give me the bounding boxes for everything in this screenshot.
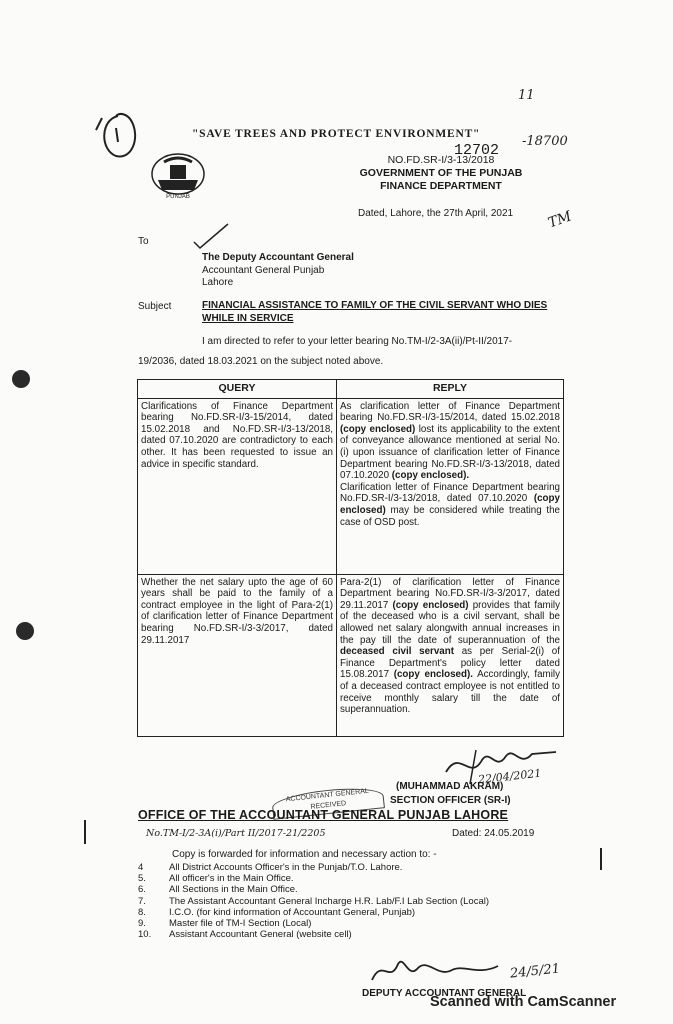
to-label: To bbox=[138, 236, 149, 247]
subject-label: Subject bbox=[138, 301, 172, 312]
table-row bbox=[138, 574, 564, 736]
pen-mark bbox=[84, 820, 86, 844]
camscanner-watermark: Scanned with CamScanner bbox=[430, 994, 617, 1010]
deputy-title: DEPUTY ACCOUNTANT GENERAL bbox=[362, 988, 527, 999]
list-item: 10. Assistant Accountant General (website cell) bbox=[138, 929, 352, 941]
received-stamp: ACCOUNTANT GENERAL RECEIVED bbox=[271, 784, 385, 820]
reply-text-bold: (copy enclosed) bbox=[340, 493, 560, 516]
recipient-line-1: The Deputy Accountant General bbox=[202, 252, 354, 263]
reply-text: provides that family of the deceased who is a civil servant, shall be allowed net salary alongwith annual increases in the pay till the date of superannuation of the bbox=[340, 599, 560, 646]
officer-name: (MUHAMMAD AKRAM) bbox=[396, 781, 504, 792]
recipient-line-3: Lahore bbox=[202, 277, 234, 288]
government-name: GOVERNMENT OF THE PUNJAB bbox=[359, 167, 523, 179]
letter-date: Dated, Lahore, the 27th April, 2021 bbox=[358, 208, 514, 219]
intro-line-1: I am directed to refer to your letter bearing No.TM-I/2-3A(ii)/Pt-II/2017- bbox=[202, 336, 513, 347]
list-item: 8. I.C.O. (for kind information of Accountant General, Punjab) bbox=[138, 906, 416, 918]
deputy-signature bbox=[368, 950, 518, 990]
recipient-line-2: Accountant General Punjab bbox=[202, 264, 325, 276]
reply-header: REPLY bbox=[337, 380, 564, 399]
reply-text: Clarification letter of Finance Department bearing No.FD.SR-I/3-13/2018, dated 07.10.2020 bbox=[340, 481, 560, 505]
list-item: 9. Master file of TM-I Section (Local) bbox=[138, 918, 312, 930]
reply-cell bbox=[337, 574, 564, 736]
handwritten-mark-icon bbox=[88, 98, 148, 168]
motto: "SAVE TREES AND PROTECT ENVIRONMENT" bbox=[192, 128, 481, 140]
svg-text:PUNJAB: PUNJAB bbox=[166, 194, 190, 200]
reply-text-bold: deceased civil servant bbox=[340, 646, 454, 658]
reply-cell bbox=[337, 398, 564, 574]
signature-date: 22/04/2021 bbox=[477, 766, 542, 787]
punch-hole-top bbox=[12, 370, 30, 388]
agp-office-title: OFFICE OF THE ACCOUNTANT GENERAL PUNJAB LAHORE bbox=[138, 808, 509, 822]
deputy-signature-date: 24/5/21 bbox=[509, 961, 561, 982]
tm-initials: TM bbox=[545, 208, 574, 232]
page-mark: 11 bbox=[518, 88, 535, 103]
stamp-number: 12702 bbox=[454, 142, 500, 159]
copy-forward-line: Copy is forwarded for information and necessary action to: - bbox=[172, 849, 437, 860]
department-name: FINANCE DEPARTMENT bbox=[380, 180, 502, 192]
list-item: 6. All Sections in the Main Office. bbox=[138, 884, 298, 896]
reply-text: lost its applicability to the extent of conveyance allowance mentioned at serial No.(i) upon issuance of clarification letter of Finance Department bearing No.FD.SR-I/3-13/2018, dated 07.10.2020 bbox=[340, 423, 560, 482]
query-cell: Whether the net salary upto the age of 60 years shall be paid to the family of a contract employee in the light of Para-2(1) of clarification letter of Finance Department bearing No.FD.SR-I/3-3/2017, dated 29.11.2017 bbox=[138, 574, 337, 736]
reply-text: As clarification letter of Finance Department bearing No.FD.SR-I/3-15/2014, dated 15.02.2018 bbox=[340, 400, 560, 424]
list-item: 4 All District Accounts Officer's in the Punjab/T.O. Lahore. bbox=[138, 862, 403, 873]
intro-line-2: 19/2036, dated 18.03.2021 on the subject noted above. bbox=[138, 356, 384, 367]
punjab-government-logo bbox=[148, 152, 208, 200]
table-row bbox=[138, 398, 564, 574]
reply-text: may be considered while treating the case of OSD post. bbox=[340, 504, 560, 528]
reply-text: as per Serial-2(i) of Finance Department's policy letter dated 15.08.2017 bbox=[340, 646, 560, 681]
punch-hole-bottom bbox=[16, 622, 34, 640]
reply-text: Accordingly, family of a deceased contract employee is not entitled to receive monthly salary till the date of superannuation. bbox=[340, 669, 560, 716]
reply-text-bold: (copy enclosed). bbox=[391, 470, 470, 482]
reply-text-bold: (copy enclosed) bbox=[392, 599, 469, 611]
list-item: 7. The Assistant Accountant General Incharge H.R. Lab/F.I Lab Section (Local) bbox=[138, 895, 490, 907]
query-cell: Clarifications of Finance Department bearing No.FD.SR-I/3-15/2014, dated 15.02.2018 and No.FD.SR-I/3-13/2018, dated 07.10.2020 are contradictory to each other. It has been requested to issue an advice in specific standard. bbox=[138, 398, 337, 574]
reply-text-bold: (copy enclosed). bbox=[393, 669, 473, 681]
check-mark-icon bbox=[192, 222, 232, 250]
agp-dated: Dated: 24.05.2019 bbox=[452, 828, 535, 839]
stamp-number-handwritten: -18700 bbox=[522, 134, 568, 149]
query-header: QUERY bbox=[138, 380, 337, 399]
list-item: 5. All officer's in the Main Office. bbox=[138, 873, 294, 885]
reply-text-bold: (copy enclosed) bbox=[340, 423, 416, 435]
query-reply-table bbox=[137, 379, 564, 737]
distribution-list bbox=[138, 862, 489, 940]
subject-text: FINANCIAL ASSISTANCE TO FAMILY OF THE CIVIL SERVANT WHO DIES WHILE IN SERVICE bbox=[202, 300, 548, 324]
officer-title: SECTION OFFICER (SR-I) bbox=[390, 795, 511, 806]
letter-number: NO.FD.SR-I/3-13/2018 bbox=[387, 154, 495, 166]
pen-mark bbox=[600, 848, 602, 870]
reply-text: Para-2(1) of clarification letter of Finance Department bearing No.FD.SR-I/3-3/2017, dated 29.11.2017 bbox=[340, 576, 560, 611]
agp-letter-number: No.TM-I/2-3A(i)/Part II/2017-21/2205 bbox=[146, 828, 326, 839]
